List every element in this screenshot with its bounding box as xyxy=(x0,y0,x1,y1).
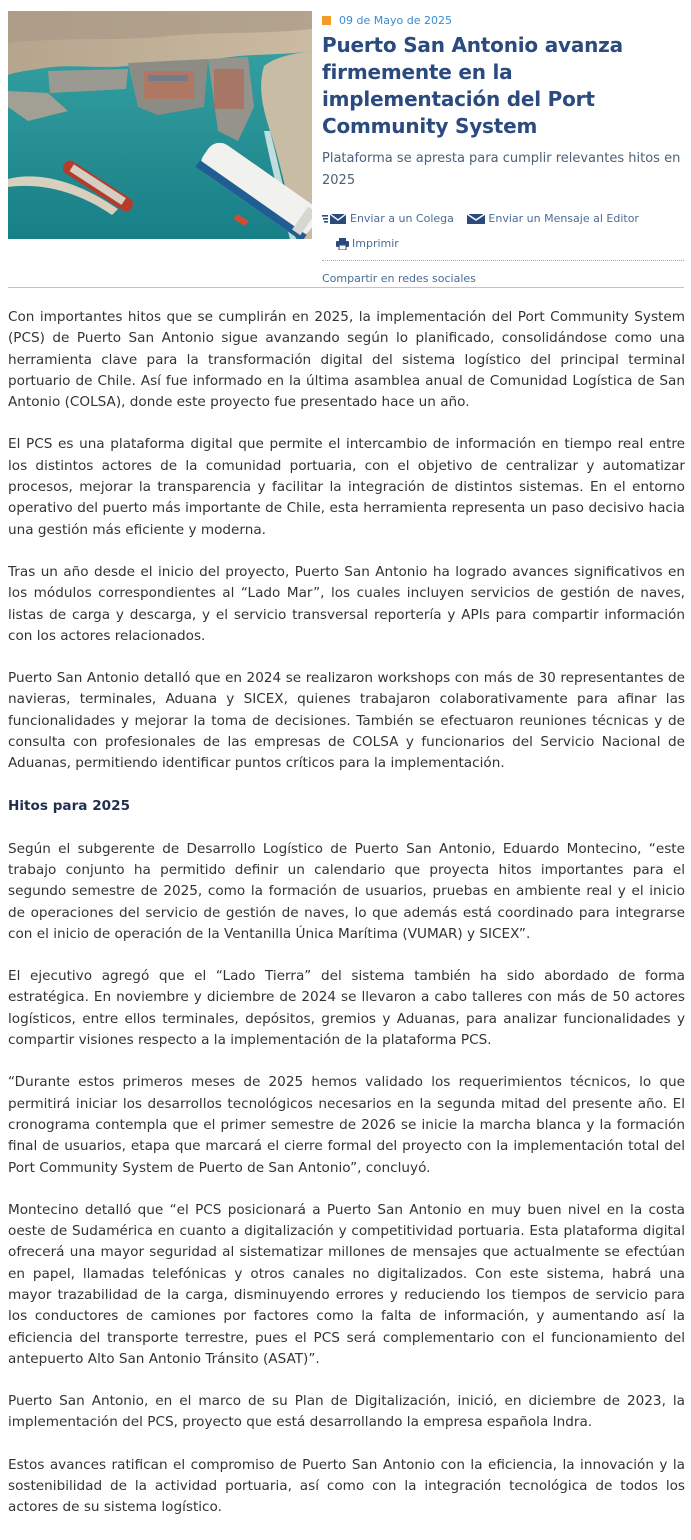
date-marker-icon xyxy=(322,16,331,25)
body-paragraph: El PCS es una plataforma digital que permite el intercambio de información en tiempo real entre los distintos actores de la comunidad portuaria, con el objetivo de centralizar y automatizar procesos, mejorar la transparencia y facilitar la integración de distintos sistemas. En el entorno operativo del puerto más importante de Chile, esta herramienta representa un paso decisivo hacia una gestión más eficiente y moderna. xyxy=(8,436,685,538)
body-paragraph: Según el subgerente de Desarrollo Logístico de Puerto San Antonio, Eduardo Montecino, “este trabajo conjunto ha permitido definir un calendario que proyecta hitos importantes para el segundo semestre de 2025, como la formación de usuarios, pruebas en ambiente real y el inicio de operaciones del servicio de gestión de naves, lo que además está coordinado para integrarse con el inicio de operación de la Ventanilla Única Marítima (VUMAR) y SICEX”. xyxy=(8,840,685,942)
article-body xyxy=(8,307,685,1540)
body-paragraph: Tras un año desde el inicio del proyecto, Puerto San Antonio ha logrado avances significativos en los módulos correspondientes al “Lado Mar”, los cuales incluyen servicios de gestión de naves, listas de carga y descarga, y el servicio transversal reportería y APIs para compartir información con los actores relacionados. xyxy=(8,563,685,644)
body-paragraph: Puerto San Antonio, en el marco de su Plan de Digitalización, inició, en diciembre de 2023, la implementación del PCS, proyecto que está desarrollando la empresa española Indra. xyxy=(8,1393,685,1431)
port-aerial-image xyxy=(8,11,312,239)
body-paragraph: Montecino detalló que “el PCS posicionará a Puerto San Antonio en muy buen nivel en la costa oeste de Sudamérica en cuanto a digitalización y competitividad portuaria. Esta plataforma digital ofrecerá una mayor seguridad al sistematizar millones de mensajes que actualmente se efectúan en papel, llamadas telefónicas y otros canales no digitalizados. Con este sistema, habrá una mayor trazabilidad de la carga, disminuyendo errores y reduciendo los tiempos de servicio para los conductores de camiones por factores como la falta de información, y aumentando así la eficiencia del transporte terrestre, pues el PCS será complementario con el funcionamiento del antepuerto Alto San Antonio Tránsito (ASAT)”. xyxy=(8,1201,685,1367)
article-header xyxy=(322,12,686,285)
article-actions xyxy=(322,208,684,261)
share-social-link[interactable]: Compartir en redes sociales xyxy=(322,272,476,285)
printer-icon xyxy=(336,238,349,250)
envelope-list-icon xyxy=(322,213,347,225)
send-to-colleague-link[interactable] xyxy=(322,208,454,230)
date-text: 09 de Mayo de 2025 xyxy=(339,13,452,27)
section-heading: Hitos para 2025 xyxy=(8,797,131,814)
body-paragraph: Con importantes hitos que se cumplirán en 2025, la implementación del Port Community System (PCS) de Puerto San Antonio sigue avanzando según lo planificado, consolidándose como una herramienta clave para la transformación digital del sistema logístico del principal terminal portuario de Chile. Así fue informado en la última asamblea anual de Comunidad Logística de San Antonio (COLSA), donde este proyecto fue presentado hace un año. xyxy=(8,309,685,411)
body-paragraph: El ejecutivo agregó que el “Lado Tierra” del sistema también ha sido abordado de forma estratégica. En noviembre y diciembre de 2024 se llevaron a cabo talleres con más de 50 actores logísticos, entre ellos terminales, depósitos, gremios y Aduanas, para analizar funcionalidades y compartir visiones respecto a la implementación de la plataforma PCS. xyxy=(8,968,685,1049)
article-subtitle: Plataforma se apresta para cumplir relevantes hitos en 2025 xyxy=(322,151,681,188)
body-paragraph: “Durante estos primeros meses de 2025 hemos validado los requerimientos técnicos, lo que permitirá iniciar los desarrollos tecnológicos necesarios en la segunda mitad del presente año. El cronograma contempla que el primer semestre de 2026 se inicie la marcha blanca y la formación final de usuarios, etapa que marcará el cierre formal del proyecto con la implementación total del Port Community System de Puerto de San Antonio”, concluyó. xyxy=(8,1074,685,1176)
send-to-editor-label: Enviar un Mensaje al Editor xyxy=(488,212,639,225)
send-to-editor-link[interactable] xyxy=(467,208,639,230)
print-label: Imprimir xyxy=(352,237,399,250)
body-paragraph: Estos avances ratifican el compromiso de Puerto San Antonio con la eficiencia, la innovación y la sostenibilidad de la actividad portuaria, así como con la integración tecnológica de todos los actores de su sistema logístico. xyxy=(8,1456,685,1516)
envelope-icon xyxy=(467,213,485,225)
send-to-colleague-label: Enviar a un Colega xyxy=(350,212,454,225)
article-title: Puerto San Antonio avanza firmemente en la implementación del Port Community System xyxy=(322,33,623,138)
article-date xyxy=(322,12,686,28)
section-divider xyxy=(8,287,684,288)
body-paragraph: Puerto San Antonio detalló que en 2024 se realizaron workshops con más de 30 representantes de navieras, terminales, Aduana y SICEX, quienes trabajaron colaborativamente para afinar las funcionalidades y mejorar la toma de decisiones. También se efectuaron reuniones técnicas y de consulta con profesionales de las empresas de COLSA y funcionarios del Servicio Nacional de Aduanas, permitiendo identificar puntos críticos para la implementación. xyxy=(8,670,685,772)
print-link[interactable] xyxy=(336,233,399,255)
article-photo xyxy=(8,11,312,239)
